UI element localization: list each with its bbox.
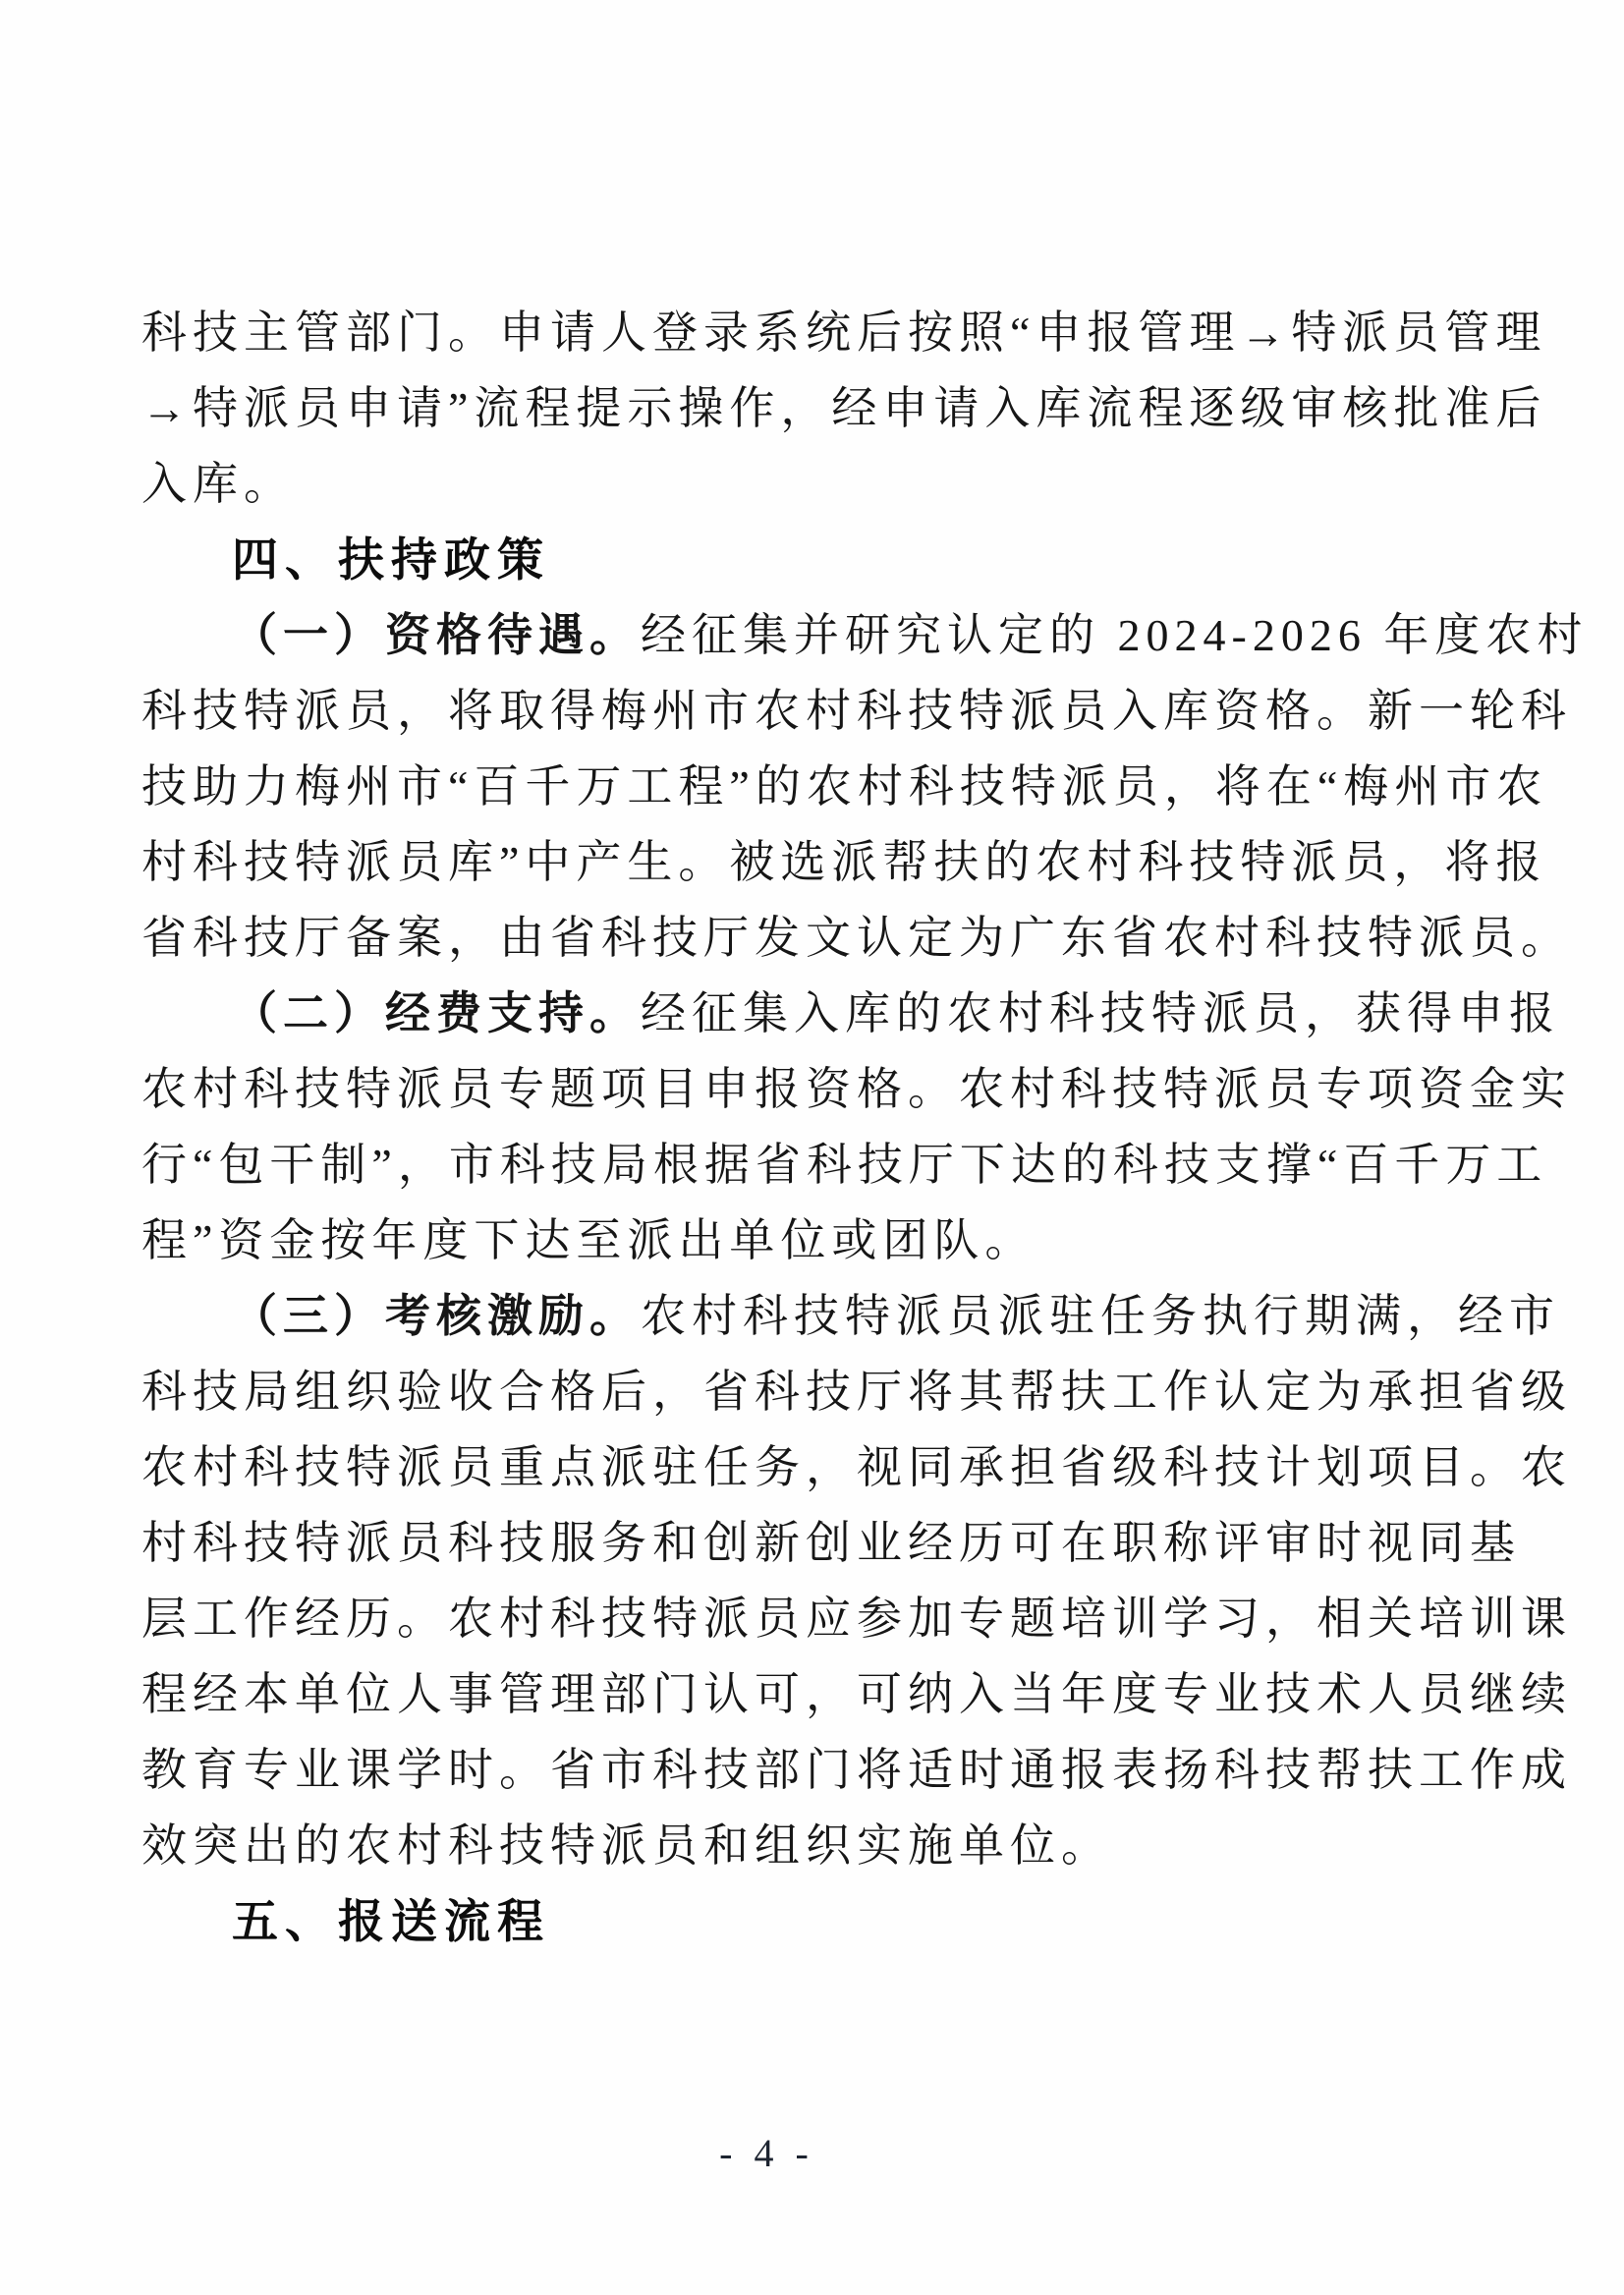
paragraph-qualification	[141, 597, 1589, 976]
paragraph-continuation	[141, 295, 1547, 522]
text-line: 层工作经历。农村科技特派员应参加专题培训学习，相关培训课	[141, 1594, 1572, 1644]
text-line: 技助力梅州市“百千万工程”的农村科技特派员，将在“梅州市农	[141, 761, 1548, 812]
text-line: →特派员申请”流程提示操作，经申请入库流程逐级审核批准后	[141, 383, 1547, 433]
text-line: 省科技厅备案，由省科技厅发文认定为广东省农村科技特派员。	[141, 913, 1572, 963]
text-line: 科技局组织验收合格后，省科技厅将其帮扶工作认定为承担省级	[141, 1367, 1572, 1417]
paragraph-assessment	[141, 1278, 1572, 1883]
document-body	[141, 295, 1589, 1959]
paragraph-lead-rest: 经征集并研究认定的 2024-2026 年度农村	[641, 610, 1589, 660]
text-line: 程”资金按年度下达至派出单位或团队。	[141, 1215, 1036, 1265]
text-line: 村科技特派员科技服务和创新创业经历可在职称评审时视同基	[141, 1518, 1521, 1568]
text-line	[141, 597, 1589, 673]
text-line: 入库。	[141, 459, 295, 509]
text-line	[141, 1278, 1560, 1354]
paragraph-lead: （一）资格待遇。	[232, 610, 641, 660]
paragraph-lead: （二）经费支持。	[232, 988, 641, 1038]
text-line: 行“包干制”，市科技局根据省科技厅下达的科技支撑“百千万工	[141, 1140, 1548, 1190]
paragraph-funding	[141, 976, 1572, 1278]
text-line	[141, 976, 1560, 1051]
section-heading-5: 五、报送流程	[232, 1895, 550, 1947]
paragraph-lead: （三）考核激励。	[232, 1291, 641, 1341]
text-line: 科技主管部门。申请人登录系统后按照“申报管理→特派员管理	[141, 308, 1547, 358]
text-line: 农村科技特派员专题项目申报资格。农村科技特派员专项资金实	[141, 1064, 1572, 1114]
text-line: 教育专业课学时。省市科技部门将适时通报表扬科技帮扶工作成	[141, 1745, 1572, 1795]
text-line: 程经本单位人事管理部门认可，可纳入当年度专业技术人员继续	[141, 1669, 1572, 1719]
text-line: 效突出的农村科技特派员和组织实施单位。	[141, 1820, 1112, 1871]
paragraph-lead-rest: 农村科技特派员派驻任务执行期满，经市	[641, 1291, 1560, 1341]
text-line: 科技特派员，将取得梅州市农村科技特派员入库资格。新一轮科	[141, 686, 1572, 736]
page-number: - 4 -	[719, 2131, 814, 2175]
text-line: 农村科技特派员重点派驻任务，视同承担省级科技计划项目。农	[141, 1442, 1572, 1492]
section-heading-4: 四、扶持政策	[232, 533, 550, 586]
text-line: 村科技特派员库”中产生。被选派帮扶的农村科技特派员，将报	[141, 837, 1547, 887]
paragraph-lead-rest: 经征集入库的农村科技特派员，获得申报	[641, 988, 1560, 1038]
